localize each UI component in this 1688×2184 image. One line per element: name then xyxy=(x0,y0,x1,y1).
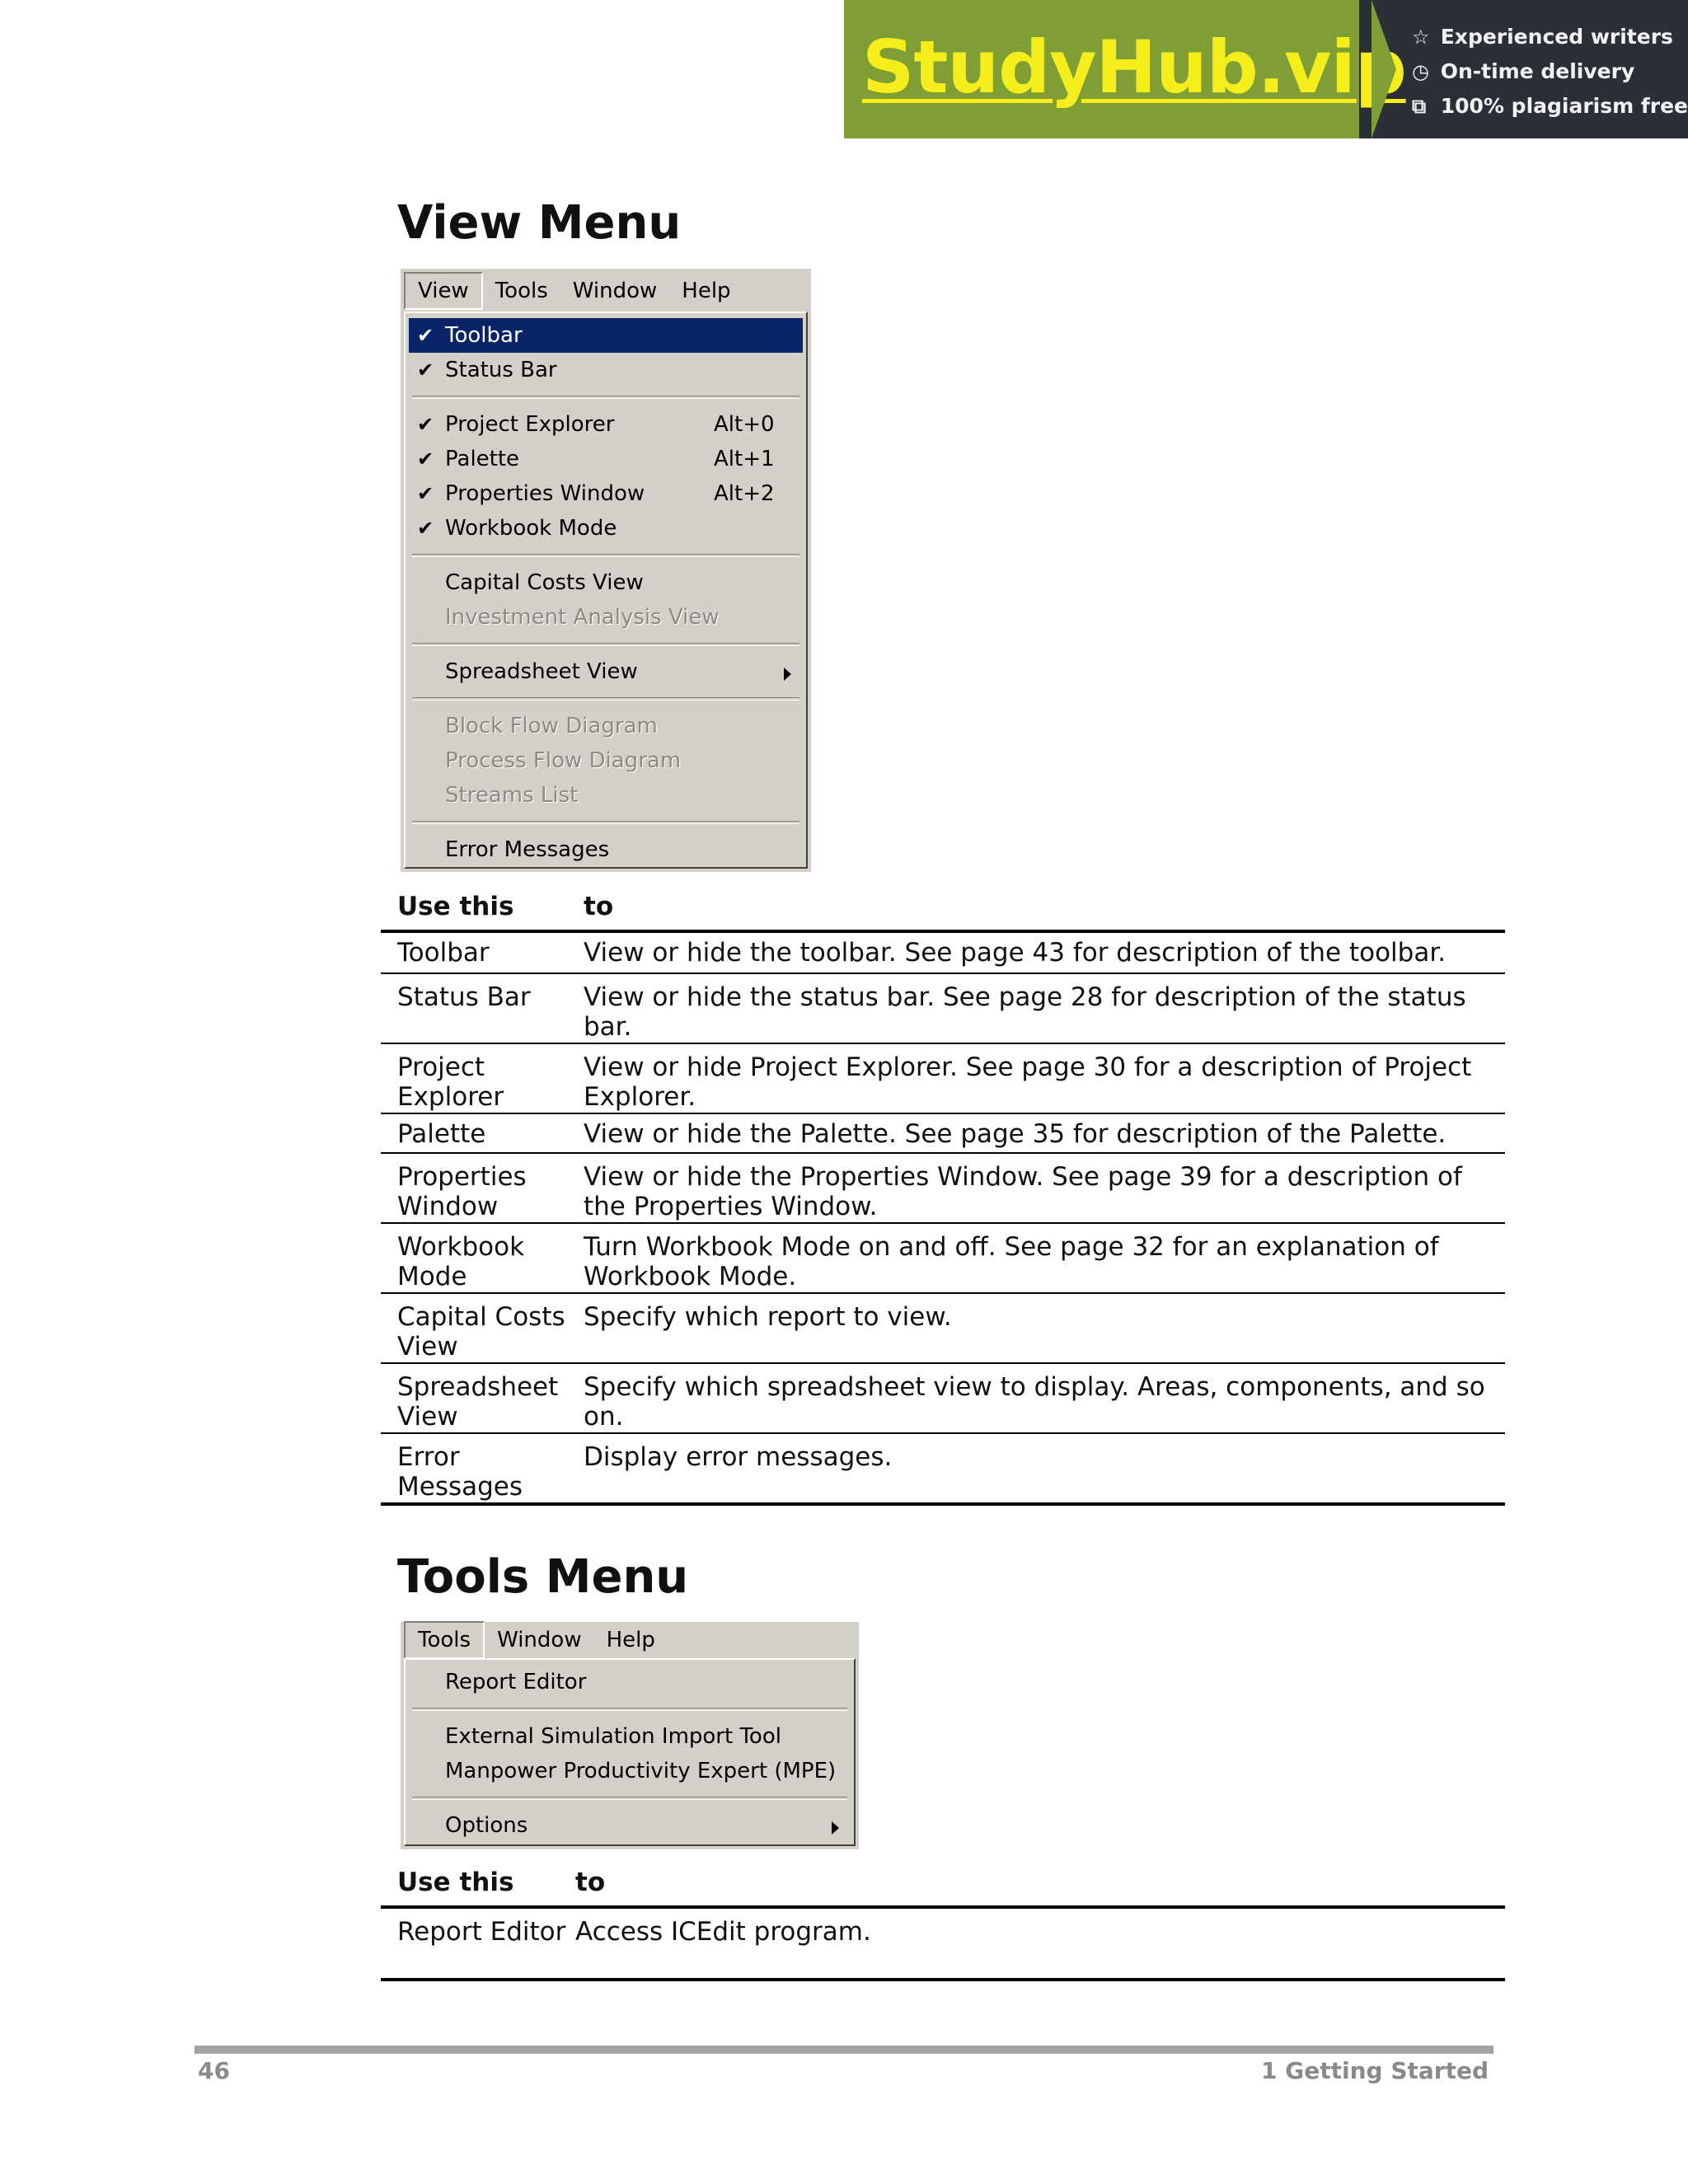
check-icon: ✔ xyxy=(417,517,434,540)
feature-plagiarism xyxy=(1412,89,1688,124)
header-use-this: Use this xyxy=(397,1868,514,1897)
menu-item-report-editor[interactable] xyxy=(409,1665,851,1699)
row-desc: View or hide the status bar. See page 28 for description of the status bar. xyxy=(584,982,1466,1042)
row-desc: Access ICEdit program. xyxy=(575,1917,871,1947)
menu-item-external-simulation-import-tool[interactable] xyxy=(409,1719,851,1754)
table-header xyxy=(381,1861,1505,1909)
row-desc: Turn Workbook Mode on and off. See page 32 for an explanation of Workbook Mode. xyxy=(584,1232,1439,1291)
view-menu-heading: View Menu xyxy=(397,196,682,250)
row-desc: View or hide the Properties Window. See page 39 for a description of the Properties Window. xyxy=(584,1162,1462,1221)
feature-delivery xyxy=(1412,54,1688,89)
menu-item-label: Properties Window xyxy=(445,481,645,506)
menu-item-label: Options xyxy=(445,1813,528,1838)
table-row xyxy=(381,1154,1505,1224)
banner-arrow-shape xyxy=(1372,0,1396,138)
row-item: Capital Costs View xyxy=(397,1302,565,1361)
tools-menu-screenshot xyxy=(401,1622,859,1849)
menu-item-streams-list xyxy=(409,778,803,813)
tools-menu-heading: Tools Menu xyxy=(397,1550,689,1604)
menu-separator xyxy=(412,643,799,646)
feature-writers xyxy=(1412,20,1688,54)
logo-text: StudyHub.vip xyxy=(862,25,1406,110)
feature-plagiarism-label: 100% plagiarism free xyxy=(1440,94,1688,118)
row-item: Project Explorer xyxy=(397,1052,504,1112)
row-desc: View or hide Project Explorer. See page 30 for a description of Project Explorer. xyxy=(584,1052,1472,1112)
row-item: Toolbar xyxy=(397,938,490,968)
studyhub-banner[interactable] xyxy=(844,0,1688,138)
menu-separator xyxy=(412,821,799,824)
table-row xyxy=(381,1294,1505,1364)
menu-tools[interactable]: Tools xyxy=(404,1621,485,1659)
row-item: Report Editor xyxy=(397,1917,566,1947)
menu-item-label: Report Editor xyxy=(445,1670,587,1694)
check-icon: ✔ xyxy=(417,482,434,505)
row-desc: Specify which spreadsheet view to display. Areas, components, and so on. xyxy=(584,1372,1485,1432)
menu-item-label: Block Flow Diagram xyxy=(445,714,658,738)
menu-item-label: Toolbar xyxy=(445,323,523,348)
tools-menu-table xyxy=(381,1861,1505,1981)
menu-item-toolbar[interactable] xyxy=(409,318,803,353)
table-header xyxy=(381,885,1505,933)
menu-item-label: Project Explorer xyxy=(445,412,615,437)
table-row xyxy=(381,1364,1505,1434)
menu-item-error-messages[interactable] xyxy=(409,832,803,867)
check-icon: ✔ xyxy=(417,359,434,382)
check-icon: ✔ xyxy=(417,324,434,347)
menu-window[interactable]: Window xyxy=(497,1628,582,1652)
menu-item-properties-window[interactable] xyxy=(409,476,803,511)
view-dropdown xyxy=(404,312,808,869)
page-number: 46 xyxy=(198,2057,230,2084)
submenu-arrow-icon xyxy=(832,1821,839,1835)
table-row xyxy=(381,974,1505,1044)
menu-item-manpower-productivity-expert[interactable] xyxy=(409,1754,851,1788)
menu-separator xyxy=(412,554,799,557)
table-row xyxy=(381,933,1505,974)
chapter-title: 1 Getting Started xyxy=(1261,2057,1489,2084)
feature-delivery-label: On-time delivery xyxy=(1440,59,1635,83)
row-desc: Display error messages. xyxy=(584,1442,893,1472)
header-use-this: Use this xyxy=(397,892,514,921)
row-item: Status Bar xyxy=(397,982,531,1012)
menu-item-palette[interactable] xyxy=(409,442,803,476)
row-item: Workbook Mode xyxy=(397,1232,525,1291)
row-item: Spreadsheet View xyxy=(397,1372,559,1432)
copy-icon: ⧉ xyxy=(1412,95,1427,118)
view-menubar xyxy=(401,269,811,313)
table-row xyxy=(381,1114,1505,1154)
table-row xyxy=(381,1044,1505,1114)
shortcut-label: Alt+2 xyxy=(714,481,775,506)
row-item: Error Messages xyxy=(397,1442,523,1502)
row-desc: View or hide the toolbar. See page 43 for description of the toolbar. xyxy=(584,938,1447,968)
check-icon: ✔ xyxy=(417,448,434,471)
view-menu-screenshot xyxy=(401,269,811,872)
footer-rule xyxy=(195,2046,1493,2054)
shortcut-label: Alt+1 xyxy=(714,447,775,471)
banner-features xyxy=(1359,0,1688,138)
tools-dropdown xyxy=(404,1658,856,1846)
menu-item-block-flow-diagram xyxy=(409,709,803,743)
table-row xyxy=(381,1434,1505,1506)
menu-item-label: Palette xyxy=(445,447,520,471)
menu-item-label: Status Bar xyxy=(445,358,557,382)
feature-writers-label: Experienced writers xyxy=(1440,25,1673,49)
header-to: to xyxy=(584,892,614,921)
menu-item-label: Manpower Productivity Expert (MPE) xyxy=(445,1759,837,1783)
menu-separator xyxy=(412,396,799,399)
tools-menubar xyxy=(401,1622,859,1658)
menu-item-label: Spreadsheet View xyxy=(445,659,638,684)
menu-help[interactable]: Help xyxy=(606,1628,655,1652)
check-icon: ✔ xyxy=(417,413,434,436)
menu-item-investment-analysis-view xyxy=(409,600,803,635)
menu-item-label: Process Flow Diagram xyxy=(445,748,682,773)
menu-separator xyxy=(412,1708,847,1711)
star-icon: ☆ xyxy=(1412,26,1430,49)
menu-item-label: External Simulation Import Tool xyxy=(445,1724,781,1749)
menu-item-capital-costs-view[interactable] xyxy=(409,565,803,600)
menu-item-process-flow-diagram xyxy=(409,743,803,778)
row-item: Palette xyxy=(397,1119,486,1149)
header-to: to xyxy=(575,1868,606,1897)
row-desc: View or hide the Palette. See page 35 for description of the Palette. xyxy=(584,1119,1447,1149)
menu-item-label: Workbook Mode xyxy=(445,516,617,541)
submenu-arrow-icon xyxy=(784,668,791,681)
menu-item-options[interactable] xyxy=(409,1808,851,1843)
menu-separator xyxy=(412,697,799,701)
menu-separator xyxy=(412,1797,847,1800)
banner-logo[interactable] xyxy=(844,0,1406,138)
clock-icon: ◷ xyxy=(1412,60,1429,83)
view-menu-table xyxy=(381,885,1505,1506)
menu-item-project-explorer[interactable] xyxy=(409,407,803,442)
table-row xyxy=(381,1909,1505,1981)
menu-view[interactable]: View xyxy=(404,272,483,310)
table-row xyxy=(381,1224,1505,1294)
menu-tools[interactable]: Tools xyxy=(495,279,548,303)
menu-item-label: Investment Analysis View xyxy=(445,605,720,630)
menu-item-label: Capital Costs View xyxy=(445,570,644,595)
menu-window[interactable]: Window xyxy=(572,279,658,303)
menu-item-status-bar[interactable] xyxy=(409,353,803,387)
row-desc: Specify which report to view. xyxy=(584,1302,952,1332)
row-item: Properties Window xyxy=(397,1162,527,1221)
menu-help[interactable]: Help xyxy=(682,279,731,303)
menu-item-workbook-mode[interactable] xyxy=(409,511,803,546)
shortcut-label: Alt+0 xyxy=(714,412,775,437)
menu-item-label: Streams List xyxy=(445,783,579,808)
menu-item-label: Error Messages xyxy=(445,837,610,862)
menu-item-spreadsheet-view[interactable] xyxy=(409,654,803,689)
